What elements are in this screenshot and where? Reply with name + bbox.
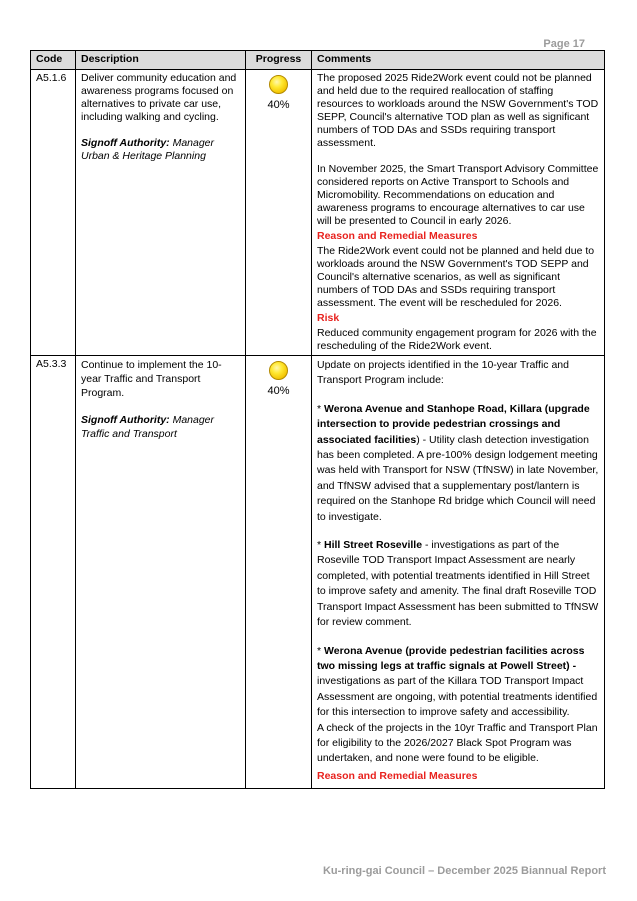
table-row bbox=[31, 70, 605, 356]
status-light-icon bbox=[269, 75, 288, 94]
signoff-authority bbox=[81, 413, 240, 441]
row-progress bbox=[246, 70, 312, 356]
description-text: Deliver community education and awareness programs focused on alternatives to private car use, including walking and cycling. bbox=[81, 72, 237, 123]
signoff-label: Signoff Authority: bbox=[81, 414, 170, 426]
item-bullet: * bbox=[317, 539, 325, 552]
remedial-heading: Reason and Remedial Measures bbox=[317, 769, 478, 782]
item-text: investigations as part of the Killara TOD Transport Impact Assessment are ongoing, with potential treatments identified for this intersection to improve safety and accessibility. bbox=[317, 675, 598, 719]
item-title: Werona Avenue and Stanhope Road, Killara (upgrade intersection to provide pedestrian crossings and associated facilities bbox=[317, 402, 590, 446]
header-comments: Comments bbox=[312, 51, 605, 70]
row-code: A5.3.3 bbox=[31, 356, 76, 789]
project-item bbox=[317, 402, 599, 525]
item-text: ) - Utility clash detection investigation has been completed. A pre-100% design lodgement meeting was held with Transport for NSW (TfNSW) in late November, and TfNSW advised that a supplementary post/lantern is required on the Stanhope Rd bridge which Council will need to investigate. bbox=[317, 433, 599, 523]
signoff-name: Manager Urban & Heritage Planning bbox=[81, 137, 215, 162]
table-row bbox=[31, 356, 605, 789]
comment-paragraph: A check of the projects in the 10yr Traffic and Transport Plan for eligibility to the 2026/2027 Black Spot Program was undertaken, and none were found to be eligible. bbox=[317, 721, 598, 765]
row-description bbox=[76, 356, 246, 789]
row-progress bbox=[246, 356, 312, 789]
header-description: Description bbox=[76, 51, 246, 70]
action-progress-table bbox=[30, 50, 605, 789]
row-description bbox=[76, 70, 246, 356]
table-header-row bbox=[31, 51, 605, 70]
row-comments bbox=[312, 356, 605, 789]
signoff-label: Signoff Authority: bbox=[81, 137, 170, 149]
status-light-icon bbox=[269, 361, 288, 380]
signoff-authority bbox=[81, 137, 240, 163]
remedial-heading: Reason and Remedial Measures bbox=[317, 230, 478, 242]
project-item bbox=[317, 644, 599, 721]
comment-paragraph: In November 2025, the Smart Transport Advisory Committee considered reports on Active Transport to Schools and Micromobility. Recommendations on education and awareness programs to encourage alternatives to car use will be presented to Council in early 2026. bbox=[317, 163, 599, 227]
item-title: Werona Avenue (provide pedestrian facilities across two missing legs at traffic signals at Powell Street) - bbox=[317, 644, 585, 672]
risk-text: Reduced community engagement program for 2026 with the rescheduling of the Ride2Work event. bbox=[317, 327, 597, 352]
project-item bbox=[317, 538, 599, 630]
progress-percent: 40% bbox=[267, 385, 290, 397]
item-bullet: * bbox=[317, 644, 325, 657]
comment-paragraph: The proposed 2025 Ride2Work event could not be planned and held due to the required reallocation of staffing resources to workloads around the NSW Government's TOD SEPP, Council's alternative TOD plan as well as significant numbers of TOD DAs and SSDs requiring transport assessment. bbox=[317, 72, 599, 149]
header-progress: Progress bbox=[246, 51, 312, 70]
row-code: A5.1.6 bbox=[31, 70, 76, 356]
page-number: Page 17 bbox=[543, 38, 585, 50]
description-text: Continue to implement the 10-year Traffic and Transport Program. bbox=[81, 359, 222, 399]
row-comments bbox=[312, 70, 605, 356]
item-text: - investigations as part of the Roseville TOD Transport Impact Assessment are nearly completed, with potential treatments identified in Hill Street to improve safety and amenity. The final draft Roseville TOD Transport Impact Assessment has been submitted to TfNSW for review comment. bbox=[317, 539, 599, 629]
comment-intro: Update on projects identified in the 10-year Traffic and Transport Program include: bbox=[317, 359, 569, 387]
remedial-text: The Ride2Work event could not be planned and held due to workloads around the NSW Government's TOD SEPP and Council's alternative scenarios, as well as significant numbers of TOD DAs and SSDs requiring transport assessment. The event will be rescheduled for 2026. bbox=[317, 245, 595, 309]
header-code: Code bbox=[31, 51, 76, 70]
report-footer: Ku-ring-gai Council – December 2025 Biannual Report bbox=[322, 865, 606, 877]
risk-heading: Risk bbox=[317, 312, 340, 324]
item-title: Hill Street Roseville bbox=[324, 539, 423, 552]
progress-percent: 40% bbox=[267, 99, 290, 111]
item-bullet: * bbox=[317, 402, 325, 415]
signoff-name: Manager Traffic and Transport bbox=[81, 414, 215, 440]
